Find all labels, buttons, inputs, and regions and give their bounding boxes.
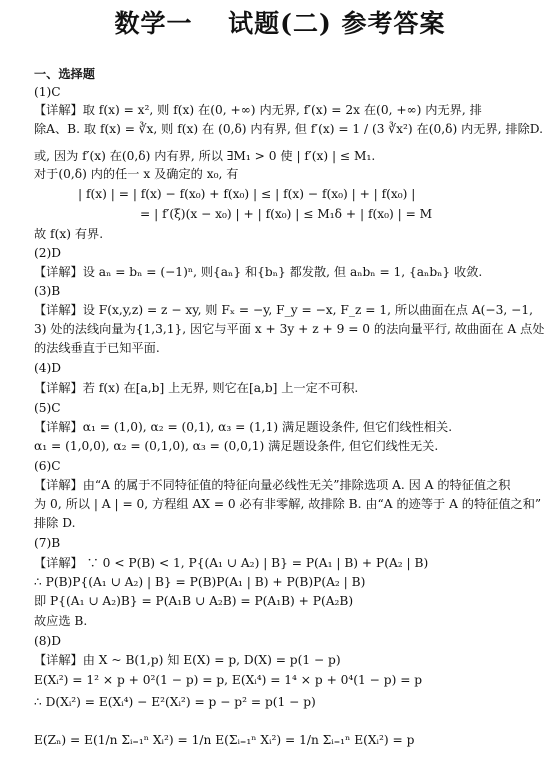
equation-line: = | f′(ξ)(x − x₀) | + | f(x₀) | ≤ M₁δ + | f(x₀) | = M (140, 207, 433, 221)
text-line: 排除 D. (34, 516, 76, 530)
equation-line: E(Xᵢ²) = 1² × p + 0²(1 − p) = p, E(Xᵢ⁴) = 1⁴ × p + 0⁴(1 − p) = p (34, 673, 423, 687)
text-line: 为 0, 所以 | A | = 0, 方程组 AX = 0 必有非零解, 故排除 B. 由“A 的迹等于 A 的特征值之和” (34, 497, 542, 511)
answer-3: (3)B (34, 284, 61, 298)
text-line: 【详解】α₁ = (1,0), α₂ = (0,1), α₃ = (1,1) 满足题设条件, 但它们线性相关. (34, 420, 453, 434)
text-line: 【详解】由“A 的属于不同特征值的特征向量必线性无关”排除选项 A. 因 A 的特征值之积 (34, 478, 511, 492)
equation-line: E(Zₙ) = E(1/n Σᵢ₌₁ⁿ Xᵢ²) = 1/n E(Σᵢ₌₁ⁿ Xᵢ²) = 1/n Σᵢ₌₁ⁿ E(Xᵢ²) = p (34, 733, 415, 747)
text-line: 故 f(x) 有界. (34, 227, 104, 241)
text-line: α₁ = (1,0,0), α₂ = (0,1,0), α₃ = (0,0,1) 满足题设条件, 但它们线性无关. (34, 439, 439, 453)
answer-6: (6)C (34, 459, 61, 473)
text-line: 除A、B. 取 f(x) = ∛x, 则 f(x) 在 (0,δ) 内有界, 但 f′(x) = 1 / (3 ∛x²) 在(0,δ) 内无界, 排除D. (34, 122, 543, 136)
answer-5: (5)C (34, 401, 61, 415)
answer-7: (7)B (34, 536, 61, 550)
text-line: 【详解】取 f(x) = x², 则 f(x) 在(0, +∞) 内无界, f′(x) = 2x 在(0, +∞) 内无界, 排 (34, 103, 482, 117)
text-line: 【详解】由 X ~ B(1,p) 知 E(X) = p, D(X) = p(1 − p) (34, 653, 341, 667)
text-line: 故应选 B. (34, 614, 88, 628)
answer-4: (4)D (34, 361, 62, 375)
equation-line: | f(x) | = | f(x) − f(x₀) + f(x₀) | ≤ | f(x) − f(x₀) | + | f(x₀) | (78, 187, 416, 201)
answer-1: (1)C (34, 85, 61, 99)
text-line: 的法线垂直于已知平面. (34, 341, 160, 355)
text-line: ∴ P(B)P{(A₁ ∪ A₂) | B} = P(B)P(A₁ | B) + P(B)P(A₂ | B) (34, 575, 366, 589)
text-line: 【详解】若 f(x) 在[a,b] 上无界, 则它在[a,b] 上一定不可积. (34, 381, 359, 395)
text-line: 或, 因为 f′(x) 在(0,δ) 内有界, 所以 ∃M₁ > 0 使 | f′(x) | ≤ M₁. (34, 149, 376, 163)
text-line: 即 P{(A₁ ∪ A₂)B} = P(A₁B ∪ A₂B) = P(A₁B) + P(A₂B) (34, 594, 354, 608)
text-line: 对于(0,δ) 内的任一 x 及确定的 x₀, 有 (34, 167, 239, 181)
text-line: 3) 处的法线向量为{1,3,1}, 因它与平面 x + 3y + z + 9 = 0 的法向量平行, 故曲面在 A 点处 (34, 322, 545, 336)
section-heading: 一、选择题 (34, 67, 95, 81)
equation-line: ∴ D(Xᵢ²) = E(Xᵢ⁴) − E²(Xᵢ²) = p − p² = p(1 − p) (34, 695, 316, 709)
text-line: 【详解】设 aₙ = bₙ = (−1)ⁿ, 则{aₙ} 和{bₙ} 都发散, 但 aₙbₙ = 1, {aₙbₙ} 收敛. (34, 265, 483, 279)
answer-8: (8)D (34, 634, 62, 648)
page-title: 数学一 试题(二) 参考答案 (114, 9, 446, 38)
text-line: 【详解】设 F(x,y,z) = z − xy, 则 Fₓ = −y, F_y = −x, F_z = 1, 所以曲面在点 A(−3, −1, (34, 303, 533, 317)
answer-2: (2)D (34, 246, 62, 260)
text-line: 【详解】 ∵ 0 < P(B) < 1, P{(A₁ ∪ A₂) | B} = P(A₁ | B) + P(A₂ | B) (34, 556, 429, 570)
